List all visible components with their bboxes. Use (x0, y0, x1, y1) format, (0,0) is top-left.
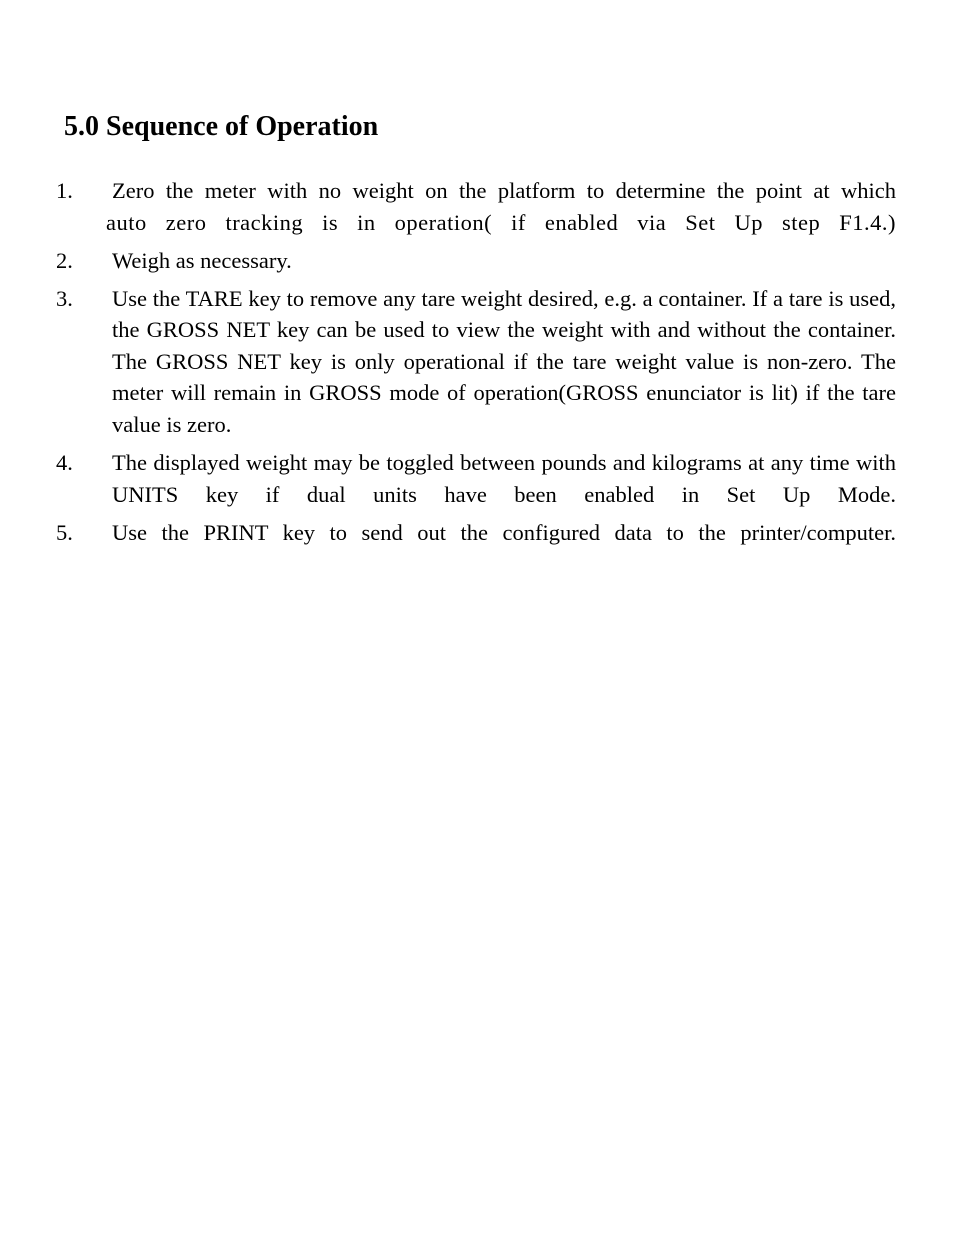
list-item (56, 245, 896, 277)
step-text: Use the TARE key to remove any tare weight desired, e.g. a container. If a tare is used, the GROSS NET key can be used to view the weight with and without the container. The GROSS NET key is only operational if the tare weight value is non-zero. The meter will remain in GROSS mode of operation(GROSS enunciator is lit) if the tare value is zero. (112, 285, 896, 437)
step-number: 1. (56, 178, 73, 203)
step-text: Use the PRINT key to send out the configured data to the printer/computer. (112, 519, 896, 545)
section-title: 5.0 Sequence of Operation (64, 111, 379, 142)
step-text: Weigh as necessary. (112, 247, 292, 273)
step-number: 2. (56, 247, 73, 273)
step-number: 3. (56, 285, 73, 311)
step-text: The displayed weight may be toggled between pounds and kilograms at any time with UNITS key if dual units have been enabled in Set Up Mode. (112, 449, 896, 507)
operation-steps-list (56, 175, 896, 554)
step-number: 4. (56, 449, 73, 475)
step-text-line: Zero the meter with no weight on the platform to determine the point at which (112, 178, 896, 203)
step-text-line: auto zero tracking is in operation( if enabled via Set Up step F1.4.) (106, 209, 896, 235)
step-number: 5. (56, 519, 73, 545)
list-item (56, 517, 896, 549)
list-item (56, 175, 896, 238)
list-item (56, 447, 896, 510)
list-item (56, 283, 896, 441)
